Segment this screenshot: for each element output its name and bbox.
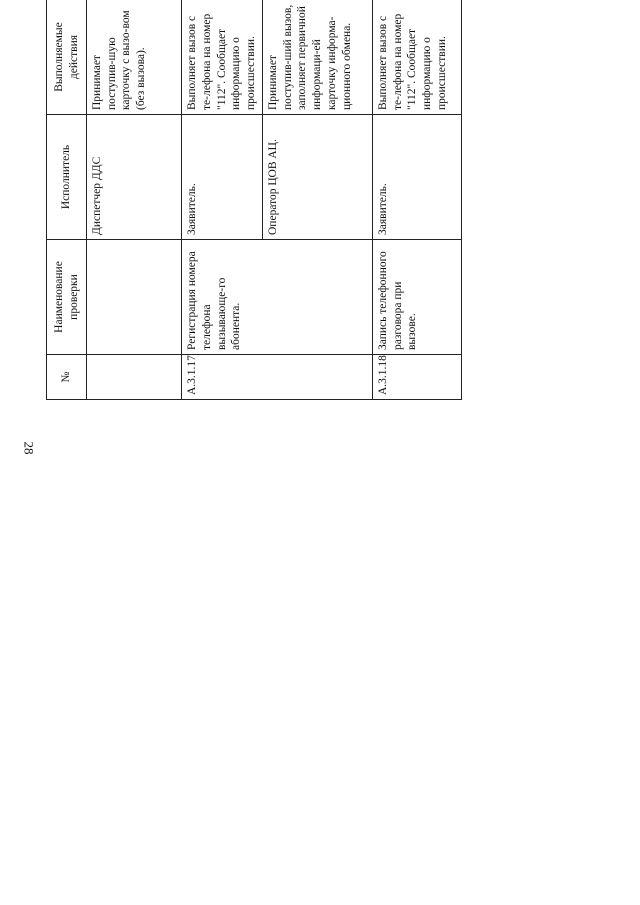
test-procedure-table bbox=[46, 0, 462, 400]
cell-no bbox=[87, 355, 182, 400]
table-row bbox=[87, 0, 182, 400]
header-name: Наименование проверки bbox=[47, 240, 87, 355]
cell-executor: Заявитель. bbox=[372, 115, 461, 240]
header-actions: Выполняемые действия bbox=[47, 0, 87, 115]
header-executor: Исполнитель bbox=[47, 115, 87, 240]
header-no: № bbox=[47, 355, 87, 400]
cell-executor: Заявитель. bbox=[182, 115, 263, 240]
cell-name bbox=[87, 240, 182, 355]
cell-name: Регистрация номера телефона вызывающе-го абонента. bbox=[182, 240, 373, 355]
cell-actions: Выполняет вызов с те-лефона на номер "112". Сообщает информацию о происшествии. bbox=[182, 0, 263, 115]
cell-no: А.3.1.17 bbox=[182, 355, 373, 400]
rotated-table-wrapper bbox=[46, 0, 448, 400]
cell-executor: Оператор ЦОВ АЦ. bbox=[262, 115, 372, 240]
page-number: 28 bbox=[21, 441, 37, 455]
table-row bbox=[182, 0, 263, 400]
table-frame bbox=[46, 4, 448, 878]
table-row bbox=[372, 0, 461, 400]
cell-name: Запись телефонного разговора при вызове. bbox=[372, 240, 461, 355]
table-header-row bbox=[47, 0, 87, 400]
cell-actions: Выполняет вызов с те-лефона на номер "112". Сообщает информацию о происшествии. bbox=[372, 0, 461, 115]
cell-executor: Диспетчер ДДС bbox=[87, 115, 182, 240]
cell-actions: Принимает поступив-шую карточку с вызо-вом (без вызова). bbox=[87, 0, 182, 115]
cell-actions: Принимает поступив-ший вызов, заполняет первичной информаци-ей карточку информа-ционного обмена. bbox=[262, 0, 372, 115]
cell-no: А.3.1.18 bbox=[372, 355, 461, 400]
